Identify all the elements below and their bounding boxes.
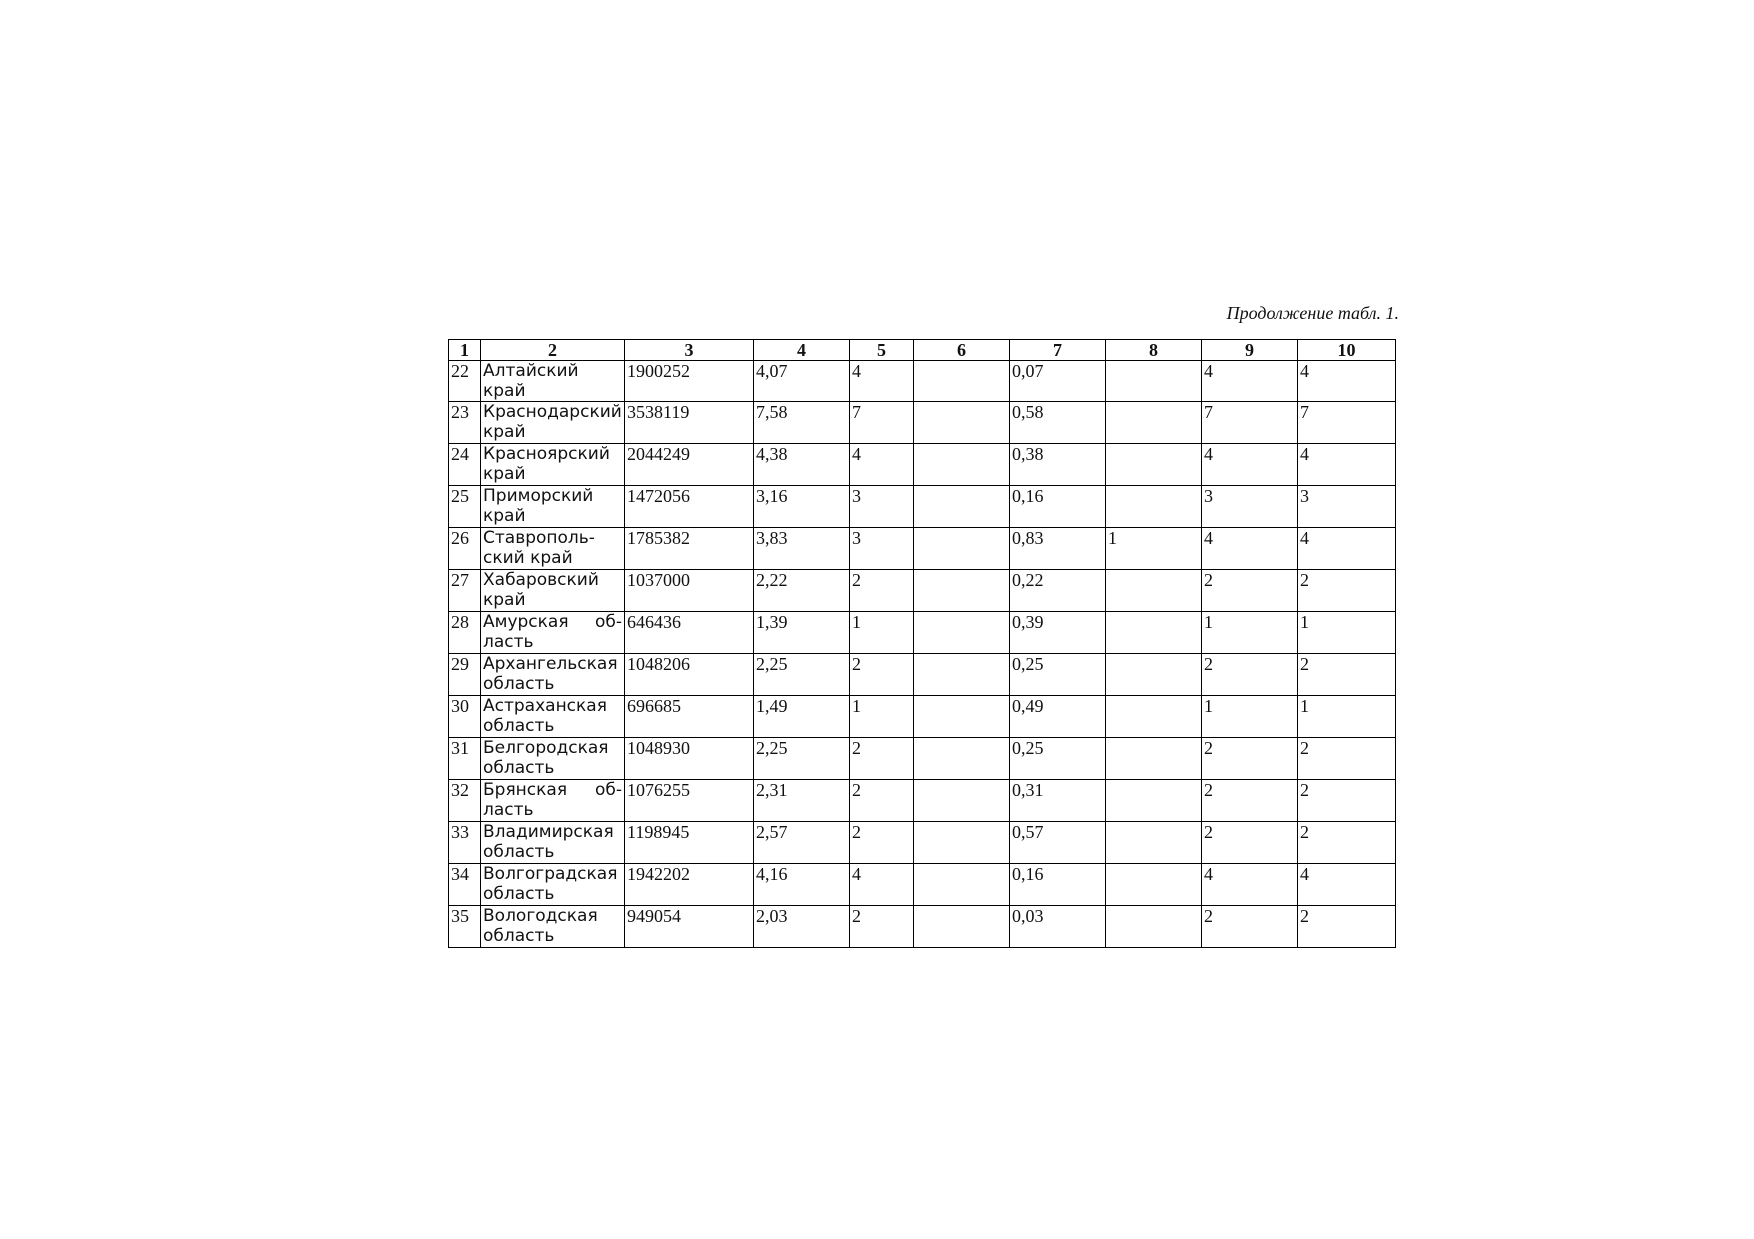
region-name-cell: Вологодская область bbox=[481, 906, 625, 948]
region-name-cell: Белгородская область bbox=[481, 738, 625, 780]
ratio-cell: 3,16 bbox=[754, 486, 850, 528]
table-row bbox=[449, 822, 1396, 864]
population-cell: 949054 bbox=[625, 906, 754, 948]
column-6-cell bbox=[914, 570, 1010, 612]
row-number-cell: 25 bbox=[449, 486, 481, 528]
table-row bbox=[449, 612, 1396, 654]
seats-total-cell: 2 bbox=[1202, 570, 1298, 612]
seats-total-cell: 4 bbox=[1202, 444, 1298, 486]
whole-part-cell: 3 bbox=[850, 486, 914, 528]
fraction-cell: 0,03 bbox=[1010, 906, 1106, 948]
table-row bbox=[449, 654, 1396, 696]
extra-seat-cell bbox=[1106, 570, 1202, 612]
whole-part-cell: 1 bbox=[850, 696, 914, 738]
region-name-cell: Волгоградская область bbox=[481, 864, 625, 906]
whole-part-cell: 2 bbox=[850, 906, 914, 948]
seats-total-cell: 2 bbox=[1202, 780, 1298, 822]
seats-final-cell: 4 bbox=[1298, 528, 1396, 570]
population-cell: 1048930 bbox=[625, 738, 754, 780]
whole-part-cell: 1 bbox=[850, 612, 914, 654]
column-header: 3 bbox=[625, 340, 754, 361]
whole-part-cell: 2 bbox=[850, 654, 914, 696]
extra-seat-cell bbox=[1106, 822, 1202, 864]
whole-part-cell: 2 bbox=[850, 738, 914, 780]
fraction-cell: 0,49 bbox=[1010, 696, 1106, 738]
ratio-cell: 2,25 bbox=[754, 654, 850, 696]
region-name-cell: Краснодарский край bbox=[481, 402, 625, 444]
table-row bbox=[449, 361, 1396, 402]
whole-part-cell: 2 bbox=[850, 780, 914, 822]
column-6-cell bbox=[914, 612, 1010, 654]
population-cell: 3538119 bbox=[625, 402, 754, 444]
row-number-cell: 24 bbox=[449, 444, 481, 486]
seats-total-cell: 1 bbox=[1202, 612, 1298, 654]
fraction-cell: 0,25 bbox=[1010, 738, 1106, 780]
row-number-cell: 23 bbox=[449, 402, 481, 444]
ratio-cell: 4,07 bbox=[754, 361, 850, 402]
row-number-cell: 35 bbox=[449, 906, 481, 948]
seats-final-cell: 4 bbox=[1298, 864, 1396, 906]
seats-total-cell: 4 bbox=[1202, 528, 1298, 570]
extra-seat-cell bbox=[1106, 612, 1202, 654]
fraction-cell: 0,25 bbox=[1010, 654, 1106, 696]
table-row bbox=[449, 864, 1396, 906]
ratio-cell: 1,49 bbox=[754, 696, 850, 738]
row-number-cell: 33 bbox=[449, 822, 481, 864]
row-number-cell: 34 bbox=[449, 864, 481, 906]
population-cell: 2044249 bbox=[625, 444, 754, 486]
region-name-cell: Алтайский край bbox=[481, 361, 625, 402]
row-number-cell: 26 bbox=[449, 528, 481, 570]
column-header: 1 bbox=[449, 340, 481, 361]
column-6-cell bbox=[914, 822, 1010, 864]
ratio-cell: 2,03 bbox=[754, 906, 850, 948]
extra-seat-cell bbox=[1106, 780, 1202, 822]
seats-final-cell: 1 bbox=[1298, 612, 1396, 654]
extra-seat-cell bbox=[1106, 486, 1202, 528]
table-row bbox=[449, 528, 1396, 570]
whole-part-cell: 2 bbox=[850, 570, 914, 612]
fraction-cell: 0,22 bbox=[1010, 570, 1106, 612]
population-cell: 1942202 bbox=[625, 864, 754, 906]
column-6-cell bbox=[914, 696, 1010, 738]
region-name-cell: Брянская об-ласть bbox=[481, 780, 625, 822]
table-caption: Продолжение табл. 1. bbox=[1226, 303, 1399, 323]
fraction-cell: 0,58 bbox=[1010, 402, 1106, 444]
table-row bbox=[449, 402, 1396, 444]
table-row bbox=[449, 486, 1396, 528]
seats-final-cell: 2 bbox=[1298, 906, 1396, 948]
column-6-cell bbox=[914, 444, 1010, 486]
ratio-cell: 4,16 bbox=[754, 864, 850, 906]
seats-final-cell: 4 bbox=[1298, 361, 1396, 402]
column-6-cell bbox=[914, 864, 1010, 906]
row-number-cell: 22 bbox=[449, 361, 481, 402]
seats-total-cell: 2 bbox=[1202, 822, 1298, 864]
seats-total-cell: 1 bbox=[1202, 696, 1298, 738]
whole-part-cell: 4 bbox=[850, 864, 914, 906]
ratio-cell: 7,58 bbox=[754, 402, 850, 444]
column-6-cell bbox=[914, 738, 1010, 780]
seats-final-cell: 2 bbox=[1298, 822, 1396, 864]
extra-seat-cell bbox=[1106, 906, 1202, 948]
table-row bbox=[449, 738, 1396, 780]
fraction-cell: 0,39 bbox=[1010, 612, 1106, 654]
fraction-cell: 0,38 bbox=[1010, 444, 1106, 486]
extra-seat-cell bbox=[1106, 696, 1202, 738]
seats-total-cell: 4 bbox=[1202, 361, 1298, 402]
seats-total-cell: 2 bbox=[1202, 654, 1298, 696]
region-name-cell: Хабаровский край bbox=[481, 570, 625, 612]
extra-seat-cell bbox=[1106, 738, 1202, 780]
population-cell: 1037000 bbox=[625, 570, 754, 612]
column-6-cell bbox=[914, 780, 1010, 822]
population-cell: 1076255 bbox=[625, 780, 754, 822]
ratio-cell: 3,83 bbox=[754, 528, 850, 570]
column-header: 8 bbox=[1106, 340, 1202, 361]
row-number-cell: 28 bbox=[449, 612, 481, 654]
region-name-cell: Приморский край bbox=[481, 486, 625, 528]
row-number-cell: 30 bbox=[449, 696, 481, 738]
population-cell: 1900252 bbox=[625, 361, 754, 402]
whole-part-cell: 2 bbox=[850, 822, 914, 864]
ratio-cell: 2,31 bbox=[754, 780, 850, 822]
seats-final-cell: 2 bbox=[1298, 780, 1396, 822]
seats-final-cell: 7 bbox=[1298, 402, 1396, 444]
row-number-cell: 29 bbox=[449, 654, 481, 696]
table-body bbox=[449, 361, 1396, 948]
ratio-cell: 4,38 bbox=[754, 444, 850, 486]
header-row bbox=[449, 340, 1396, 361]
column-6-cell bbox=[914, 361, 1010, 402]
seats-final-cell: 4 bbox=[1298, 444, 1396, 486]
ratio-cell: 2,25 bbox=[754, 738, 850, 780]
region-name-cell: Красноярский край bbox=[481, 444, 625, 486]
table-row bbox=[449, 570, 1396, 612]
seats-total-cell: 4 bbox=[1202, 864, 1298, 906]
population-cell: 696685 bbox=[625, 696, 754, 738]
row-number-cell: 31 bbox=[449, 738, 481, 780]
column-header: 5 bbox=[850, 340, 914, 361]
ratio-cell: 1,39 bbox=[754, 612, 850, 654]
column-header: 4 bbox=[754, 340, 850, 361]
table-row bbox=[449, 696, 1396, 738]
column-6-cell bbox=[914, 654, 1010, 696]
seats-final-cell: 2 bbox=[1298, 654, 1396, 696]
seats-total-cell: 3 bbox=[1202, 486, 1298, 528]
column-header: 6 bbox=[914, 340, 1010, 361]
row-number-cell: 27 bbox=[449, 570, 481, 612]
population-cell: 1198945 bbox=[625, 822, 754, 864]
table-row bbox=[449, 780, 1396, 822]
region-name-cell: Астраханская область bbox=[481, 696, 625, 738]
column-6-cell bbox=[914, 486, 1010, 528]
population-cell: 1048206 bbox=[625, 654, 754, 696]
column-6-cell bbox=[914, 906, 1010, 948]
table-row bbox=[449, 906, 1396, 948]
region-name-cell: Амурская об-ласть bbox=[481, 612, 625, 654]
data-table bbox=[448, 339, 1396, 948]
row-number-cell: 32 bbox=[449, 780, 481, 822]
region-name-cell: Владимирская область bbox=[481, 822, 625, 864]
seats-total-cell: 2 bbox=[1202, 738, 1298, 780]
seats-total-cell: 7 bbox=[1202, 402, 1298, 444]
column-6-cell bbox=[914, 402, 1010, 444]
fraction-cell: 0,83 bbox=[1010, 528, 1106, 570]
column-header: 2 bbox=[481, 340, 625, 361]
extra-seat-cell bbox=[1106, 444, 1202, 486]
column-6-cell bbox=[914, 528, 1010, 570]
ratio-cell: 2,57 bbox=[754, 822, 850, 864]
fraction-cell: 0,31 bbox=[1010, 780, 1106, 822]
extra-seat-cell: 1 bbox=[1106, 528, 1202, 570]
ratio-cell: 2,22 bbox=[754, 570, 850, 612]
extra-seat-cell bbox=[1106, 402, 1202, 444]
fraction-cell: 0,57 bbox=[1010, 822, 1106, 864]
column-header: 10 bbox=[1298, 340, 1396, 361]
whole-part-cell: 4 bbox=[850, 361, 914, 402]
fraction-cell: 0,07 bbox=[1010, 361, 1106, 402]
whole-part-cell: 4 bbox=[850, 444, 914, 486]
extra-seat-cell bbox=[1106, 361, 1202, 402]
population-cell: 1785382 bbox=[625, 528, 754, 570]
fraction-cell: 0,16 bbox=[1010, 486, 1106, 528]
region-name-cell: Ставрополь-ский край bbox=[481, 528, 625, 570]
population-cell: 646436 bbox=[625, 612, 754, 654]
seats-final-cell: 2 bbox=[1298, 738, 1396, 780]
table-row bbox=[449, 444, 1396, 486]
seats-final-cell: 2 bbox=[1298, 570, 1396, 612]
seats-final-cell: 3 bbox=[1298, 486, 1396, 528]
column-header: 9 bbox=[1202, 340, 1298, 361]
whole-part-cell: 7 bbox=[850, 402, 914, 444]
fraction-cell: 0,16 bbox=[1010, 864, 1106, 906]
seats-total-cell: 2 bbox=[1202, 906, 1298, 948]
whole-part-cell: 3 bbox=[850, 528, 914, 570]
column-header: 7 bbox=[1010, 340, 1106, 361]
seats-final-cell: 1 bbox=[1298, 696, 1396, 738]
extra-seat-cell bbox=[1106, 654, 1202, 696]
region-name-cell: Архангельская область bbox=[481, 654, 625, 696]
extra-seat-cell bbox=[1106, 864, 1202, 906]
population-cell: 1472056 bbox=[625, 486, 754, 528]
